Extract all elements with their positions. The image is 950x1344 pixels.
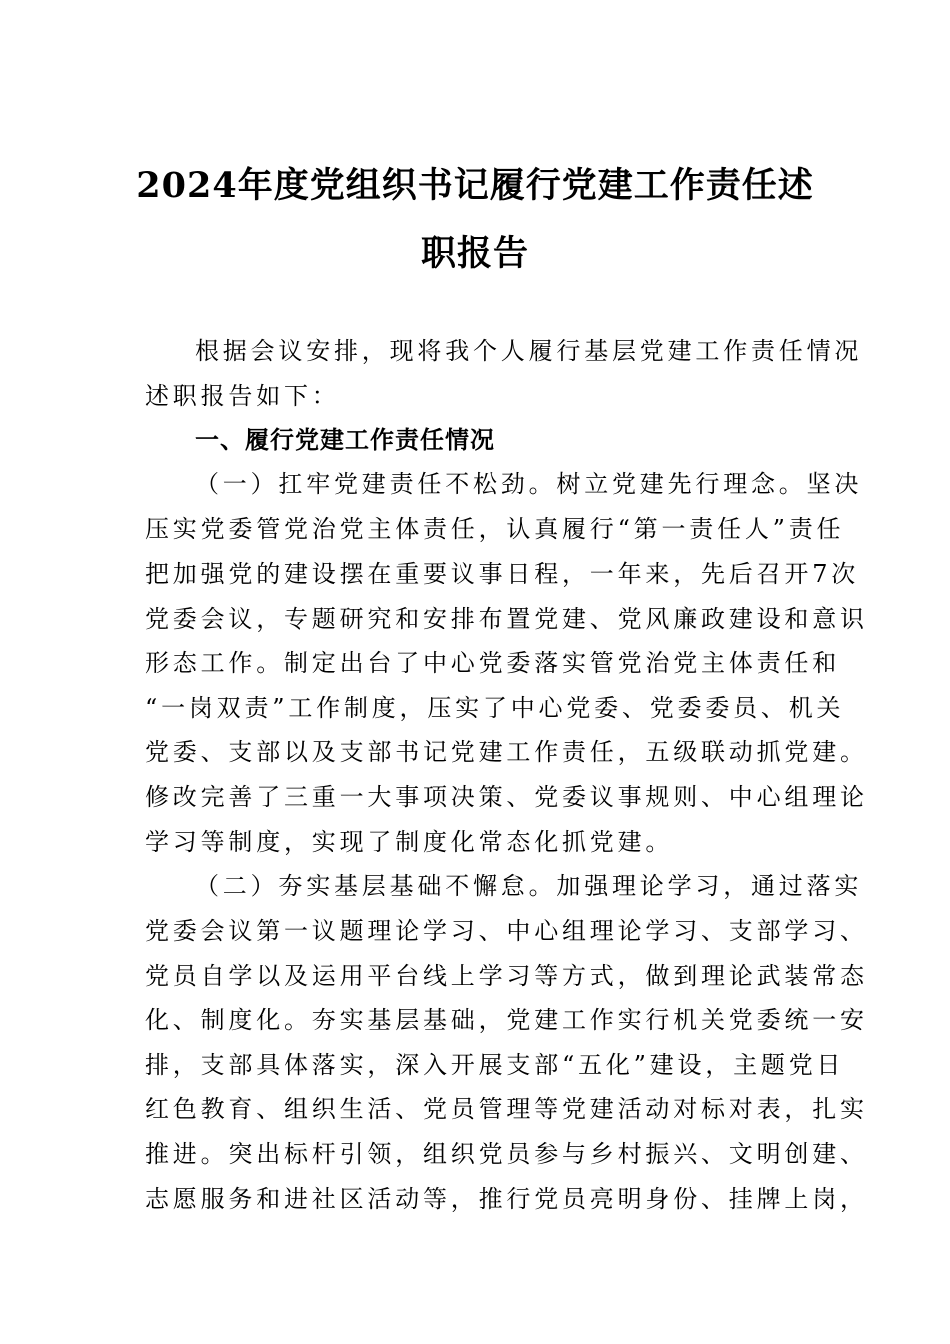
paragraph-2-line-7: 推进。突出标杆引领，组织党员参与乡村振兴、文明创建、 [145,1140,868,1168]
paragraph-1-line-9: 学习等制度，实现了制度化常态化抓党建。 [145,828,674,856]
document-title-line-1: 2024年度党组织书记履行党建工作责任述 [136,165,814,206]
paragraph-1-line-4: 党委会议，专题研究和安排布置党建、党风廉政建设和意识 [145,605,868,633]
paragraph-1-line-3: 把加强党的建设摆在重要议事日程，一年来，先后召开7次 [145,560,860,588]
paragraph-2-line-2: 党委会议第一议题理论学习、中心组理论学习、支部学习、 [145,917,868,945]
paragraph-2-line-8: 志愿服务和进社区活动等，推行党员亮明身份、挂牌上岗， [145,1185,868,1213]
document-title-line-2: 职报告 [420,233,529,274]
paragraph-2-line-4: 化、制度化。夯实基层基础，党建工作实行机关党委统一安 [145,1006,868,1034]
paragraph-2-line-6: 红色教育、组织生活、党员管理等党建活动对标对表，扎实 [145,1095,868,1123]
paragraph-1-line-8: 修改完善了三重一大事项决策、党委议事规则、中心组理论 [145,783,868,811]
paragraph-1-line-2: 压实党委管党治党主体责任，认真履行“第一责任人”责任 [145,515,845,543]
paragraph-2-line-1: （二）夯实基层基础不懈怠。加强理论学习，通过落实 [195,872,863,900]
paragraph-2-line-3: 党员自学以及运用平台线上学习等方式，做到理论武装常态 [145,962,868,990]
section-heading-1: 一、履行党建工作责任情况 [195,426,495,454]
paragraph-intro-line-1: 根据会议安排，现将我个人履行基层党建工作责任情况 [195,337,863,365]
paragraph-2-line-5: 排，支部具体落实，深入开展支部“五化”建设，主题党日 [145,1051,845,1079]
paragraph-1-line-6: “一岗双责”工作制度，压实了中心党委、党委委员、机关 [145,694,845,722]
paragraph-1-line-1: （一）扛牢党建责任不松劲。树立党建先行理念。坚决 [195,470,863,498]
paragraph-1-line-5: 形态工作。制定出台了中心党委落实管党治党主体责任和 [145,649,840,677]
paragraph-1-line-7: 党委、支部以及支部书记党建工作责任，五级联动抓党建。 [145,738,868,766]
paragraph-intro-line-2: 述职报告如下： [145,382,340,410]
